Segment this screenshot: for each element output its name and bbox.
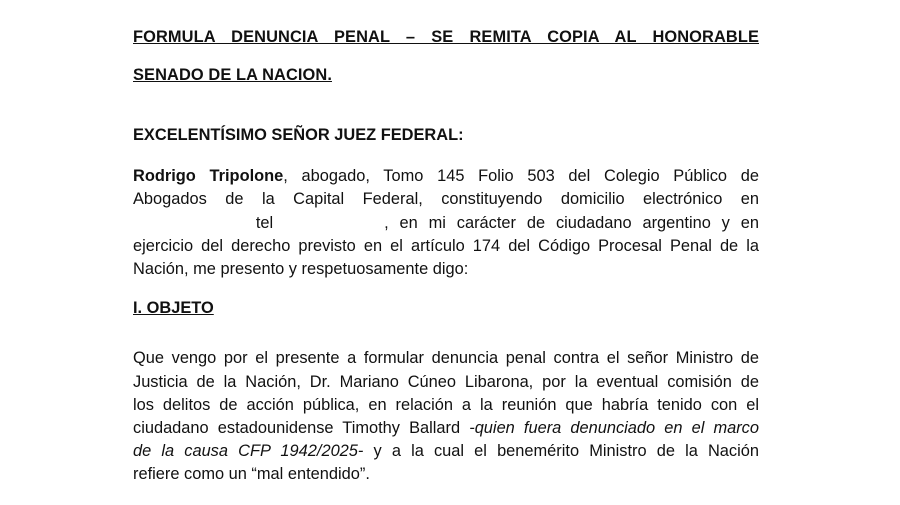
document-page: [133, 18, 759, 487]
intro-line-2: Abogados de la Capital Federal, constituyendo domicilio electrónico en: [133, 190, 759, 209]
redacted-phone: [284, 216, 384, 230]
salutation: EXCELENTÍSIMO SEÑOR JUEZ FEDERAL:: [133, 126, 464, 144]
intro-line-3-text: , en mi carácter de ciudadano argentino y en: [384, 213, 759, 232]
objeto-line-4-italic: -quien fuera denunciado en el marco: [469, 419, 759, 438]
section-title-objeto: I. OBJETO: [133, 299, 214, 318]
document-title: [133, 18, 759, 94]
objeto-line-4: [133, 417, 759, 440]
intro-line-4: ejercicio del derecho previsto en el artículo 174 del Código Procesal Penal de la: [133, 236, 759, 255]
objeto-line-2: Justicia de la Nación, Dr. Mariano Cúneo Libarona, por la eventual comisión de: [133, 372, 759, 391]
intro-line-5: Nación, me presento y respetuosamente digo:: [133, 260, 469, 279]
intro-tel-label: tel: [255, 213, 274, 232]
objeto-line-1: Que vengo por el presente a formular denuncia penal contra el señor Ministro de: [133, 349, 759, 368]
intro-paragraph: [133, 165, 759, 281]
title-line-2: SENADO DE LA NACION.: [133, 66, 332, 84]
objeto-line-5-text: y a la cual el benemérito Ministro de la Nación: [363, 442, 759, 461]
intro-line-1: [133, 165, 759, 188]
objeto-line-6: refiere como un “mal entendido”.: [133, 465, 370, 484]
redacted-email: [133, 216, 245, 230]
objeto-line-4-text: ciudadano estadounidense Timothy Ballard: [133, 419, 470, 438]
objeto-line-5: [133, 440, 759, 463]
objeto-paragraph: [133, 347, 759, 486]
objeto-line-5-italic: de la causa CFP 1942/2025-: [133, 442, 364, 461]
title-line-1: FORMULA DENUNCIA PENAL – SE REMITA COPIA AL HONORABLE: [133, 28, 759, 46]
intro-line-3: [133, 212, 759, 235]
objeto-line-3: los delitos de acción pública, en relación a la reunión que habría tenido con el: [133, 395, 759, 414]
intro-line-1-text: , abogado, Tomo 145 Folio 503 del Colegio Público de: [283, 167, 759, 186]
author-name: Rodrigo Tripolone: [133, 167, 284, 186]
